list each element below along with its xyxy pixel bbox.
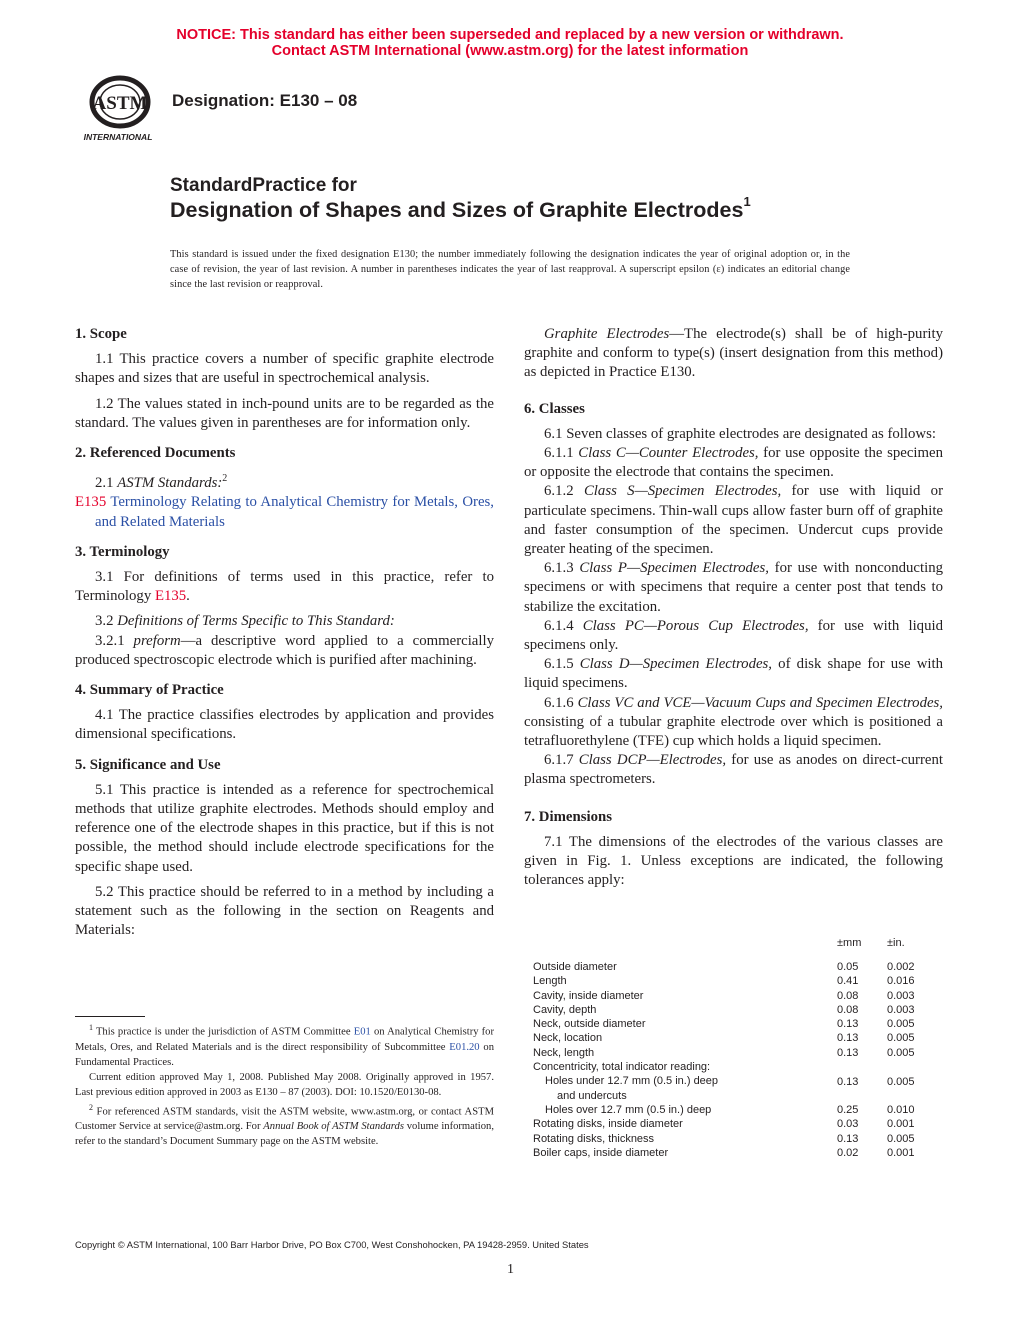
table-header-row	[530, 936, 942, 960]
section-heading-summary: 4. Summary of Practice	[75, 681, 224, 698]
value-in: 0.005	[887, 1132, 915, 1145]
para-text: for use with liquid or particulate specimens. Thin-wall cups allow faster burn off of graphite and faster consumption of the specimen. Undercut cups provide greater heating of the specimen.	[524, 483, 943, 558]
value-mm: 0.41	[837, 975, 859, 988]
class-name: Class PC—Porous Cup Electrodes,	[582, 617, 809, 634]
footnote-mark: 2	[89, 1102, 93, 1112]
value-mm: 0.13	[837, 1132, 859, 1145]
row-label: Rotating disks, inside diameter	[533, 1118, 683, 1131]
value-mm: 0.08	[837, 1003, 859, 1016]
table-row	[530, 1103, 942, 1117]
table-row	[530, 1132, 942, 1146]
paragraph-3-1	[75, 568, 494, 606]
footnote-1-edition: Current edition approved May 1, 2008. Published May 2008. Originally approved in 1957. Last previous edition approved in 2003 as E130 – 87 (2003). DOI: 10.1520/E0130-08.	[75, 1071, 494, 1098]
graphite-electrodes-statement	[524, 325, 943, 383]
value-in: 0.005	[887, 1032, 915, 1045]
footnote-text: volume information, refer to the standard’s Document Summary page on the ASTM website.	[75, 1121, 494, 1148]
paragraph-1-1: 1.1 This practice covers a number of specific graphite electrode shapes and sizes that are useful in spectrochemical analysis.	[75, 351, 494, 387]
value-mm: 0.13	[837, 1075, 859, 1088]
para-num: 6.1.2	[544, 483, 584, 500]
section-heading-terminology: 3. Terminology	[75, 543, 170, 560]
table-row	[530, 989, 942, 1003]
row-label: Cavity, inside diameter	[533, 989, 644, 1002]
footnotes	[75, 1020, 494, 1149]
row-label: Neck, location	[533, 1032, 603, 1045]
para-num: 3.2	[95, 613, 118, 630]
footnote-text: on Fundamental Practices.	[75, 1041, 494, 1068]
notice-line-1: NOTICE: This standard has either been superseded and replaced by a new version or withdrawn.	[176, 27, 844, 43]
section-heading-referenced-documents: 2. Referenced Documents	[75, 445, 236, 462]
table-row	[530, 1060, 942, 1074]
paragraph-3-2-1	[75, 632, 494, 670]
para-num: 3.2.1	[95, 632, 134, 649]
para-text: for use with nonconducting specimens or with specimens that require a center post that tends to stabilize the excitation.	[524, 560, 943, 615]
tolerance-table	[530, 936, 942, 1160]
section-heading-classes: 6. Classes	[524, 400, 585, 417]
para-text: .	[186, 588, 190, 605]
value-mm: 0.08	[837, 989, 859, 1002]
para-num: 6.1.7	[544, 752, 579, 769]
class-name: Class S—Specimen Electrodes,	[583, 483, 782, 500]
footnote-italic: Annual Book of ASTM Standards	[263, 1121, 404, 1133]
column-header-mm: ±mm	[837, 937, 862, 949]
logo-text: ASTM	[92, 93, 148, 114]
row-label: Length	[533, 975, 567, 988]
para-text: for use opposite the specimen or opposite the electrode that contains the specimen.	[524, 445, 943, 481]
row-label: Boiler caps, inside diameter	[533, 1146, 669, 1159]
logo-subtext: INTERNATIONAL	[83, 132, 153, 142]
class-item	[524, 655, 943, 693]
value-in: 0.005	[887, 1046, 915, 1059]
row-label: Holes over 12.7 mm (0.5 in.) deep	[545, 1103, 712, 1116]
para-num: 6.1.6	[544, 694, 578, 711]
value-mm: 0.25	[837, 1103, 859, 1116]
row-label: Rotating disks, thickness	[533, 1132, 655, 1145]
paragraph-4-1: 4.1 The practice classifies electrodes by application and provides dimensional specifications.	[75, 707, 494, 743]
title-text: Designation of Shapes and Sizes of Graphite Electrodes	[170, 198, 744, 222]
para-text: consisting of a tubular graphite electrode over which is positioned a tetrafluorethylene (TFE) cup which holds a liquid specimen.	[524, 713, 943, 750]
term-preform: preform	[133, 632, 181, 649]
value-mm: 0.13	[837, 1018, 859, 1031]
class-name: Class VC and VCE—Vacuum Cups and Specimen Electrodes,	[577, 694, 943, 711]
value-mm: 0.03	[837, 1118, 859, 1131]
title-footnote-mark: 1	[743, 194, 751, 209]
paragraph-2-1	[75, 469, 494, 493]
value-in: 0.003	[887, 1003, 915, 1016]
class-name: Class DCP—Electrodes,	[578, 752, 727, 769]
astm-logo-graphic	[72, 72, 164, 142]
value-mm: 0.02	[837, 1146, 859, 1159]
footnote-mark: 1	[89, 1023, 93, 1032]
withdrawal-notice	[0, 27, 1020, 59]
para-text: for use with liquid specimens only.	[524, 617, 943, 654]
table-row	[530, 1031, 942, 1045]
footnote-text: This practice is under the jurisdiction of ASTM Committee	[93, 1026, 354, 1038]
footnote-text: For referenced ASTM standards, visit the ASTM website, www.astm.org, or contact ASTM Customer Service at service@astm.org. For	[75, 1106, 494, 1133]
terminology-link[interactable]: E135	[154, 588, 187, 605]
section-heading-scope: 1. Scope	[75, 326, 127, 342]
footnote-rule	[75, 1016, 145, 1017]
notice-line-2: Contact ASTM International (www.astm.org) for the latest information	[271, 43, 749, 59]
footnote-text: on Analytical Chemistry for Metals, Ores, and Related Materials and is the direct responsibility of Subcommittee	[75, 1026, 495, 1053]
value-in: 0.002	[887, 961, 915, 973]
reference-title-link[interactable]: Terminology Relating to Analytical Chemistry for Metals, Ores, and Related Materials	[95, 494, 494, 530]
column-header-in: ±in.	[887, 937, 905, 949]
paragraph-1-2: 1.2 The values stated in inch-pound units are to be regarded as the standard. The values given in parentheses are for information only.	[75, 395, 494, 431]
footnote-2	[75, 1100, 494, 1150]
class-item	[524, 559, 943, 617]
value-mm: 0.13	[837, 1046, 859, 1059]
value-in: 0.005	[887, 1075, 915, 1088]
copyright: Copyright © ASTM International, 100 Barr Harbor Drive, PO Box C700, West Conshohocken, PA 19428-2959. United States	[75, 1239, 589, 1250]
right-column	[524, 325, 943, 890]
para-text: 3.1 For definitions of terms used in this practice, refer to Terminology	[75, 568, 494, 605]
class-name: Class D—Specimen Electrodes,	[579, 656, 772, 673]
para-italic: Graphite Electrodes	[544, 326, 670, 342]
paragraph-5-2: 5.2 This practice should be referred to in a method by including a statement such as the following in the section on Reagents and Materials:	[75, 883, 494, 939]
class-name: Class C—Counter Electrodes,	[578, 445, 759, 462]
row-label: Neck, length	[533, 1046, 595, 1059]
value-in: 0.005	[887, 1018, 915, 1031]
section-heading-dimensions: 7. Dimensions	[524, 808, 612, 825]
para-text: —The electrode(s) shall be of high-purity graphite and conform to type(s) (insert designation from this method) as depicted in Practice E130.	[524, 326, 944, 381]
astm-standards-label: ASTM Standards:	[117, 475, 223, 492]
committee-link[interactable]: E01	[353, 1026, 371, 1038]
footnote-mark-2: 2	[222, 473, 228, 485]
class-name: Class P—Specimen Electrodes,	[579, 560, 769, 577]
table-row	[530, 1046, 942, 1060]
value-mm: 0.05	[837, 961, 859, 973]
subcommittee-link[interactable]: E01.20	[449, 1041, 480, 1053]
title-line-1: StandardPractice for	[170, 175, 357, 196]
class-item	[524, 617, 943, 655]
class-item	[524, 444, 943, 482]
issuance-note: This standard is issued under the fixed designation E130; the number immediately following the designation indicates the year of original adoption or, in the case of revision, the year of last revision. A number in parentheses indicates the year of last reapproval. A superscript epsilon (ε) indicates an editorial change since the last revision or reapproval.	[170, 249, 850, 290]
para-num: 6.1.5	[544, 656, 580, 673]
title-line-2	[170, 194, 751, 223]
class-item	[524, 694, 943, 752]
class-item	[524, 751, 943, 789]
value-in: 0.016	[887, 975, 915, 988]
para-num: 2.1	[95, 475, 118, 492]
row-label: Concentricity, total indicator reading:	[533, 1061, 711, 1074]
para-num: 6.1.4	[544, 617, 583, 634]
section-heading-significance: 5. Significance and Use	[75, 756, 221, 773]
row-label: Holes under 12.7 mm (0.5 in.) deep	[545, 1075, 719, 1088]
page-number: 1	[507, 1262, 514, 1277]
paragraph-7-1: 7.1 The dimensions of the electrodes of the various classes are given in Fig. 1. Unless exceptions are indicated, the following tolerances apply:	[524, 833, 943, 889]
value-in: 0.001	[887, 1146, 915, 1159]
table-row	[530, 960, 942, 974]
row-label: and undercuts	[557, 1089, 627, 1102]
table-row	[530, 974, 942, 988]
para-text: for use as anodes on direct-current plasma spectrometers.	[524, 752, 943, 788]
reference-e135	[75, 493, 494, 531]
footnote-1	[75, 1020, 494, 1070]
para-num: 6.1.3	[544, 560, 580, 577]
designation: Designation: E130 – 08	[172, 91, 358, 110]
para-italic: Definitions of Terms Specific to This Standard:	[117, 613, 395, 630]
para-num: 6.1.1	[544, 445, 579, 462]
value-in: 0.001	[887, 1118, 915, 1131]
value-in: 0.003	[887, 989, 915, 1002]
table-row	[530, 1017, 942, 1031]
paragraph-3-2	[75, 612, 494, 631]
para-text: of disk shape for use with liquid specimens.	[524, 656, 944, 692]
row-label: Neck, outside diameter	[533, 1018, 646, 1031]
table-row	[530, 1089, 942, 1103]
row-label: Outside diameter	[533, 961, 617, 973]
paragraph-6-1: 6.1 Seven classes of graphite electrodes are designated as follows:	[544, 425, 936, 442]
paragraph-5-1: 5.1 This practice is intended as a reference for spectrochemical methods that utilize graphite electrodes. Methods should employ and reference one of the electrode shapes in this practice, but if this is not possible, the method should include electrode specifications for the specific shape used.	[75, 781, 494, 875]
para-text: —a descriptive word applied to a commercially produced spectroscopic electrode which is purified after machining.	[75, 632, 494, 668]
reference-code-link[interactable]: E135	[75, 494, 107, 511]
table-row	[530, 1146, 942, 1160]
value-in: 0.010	[887, 1103, 915, 1116]
table-row	[530, 1117, 942, 1131]
astm-logo	[72, 72, 164, 142]
table-row	[530, 1003, 942, 1017]
row-label: Cavity, depth	[533, 1003, 597, 1016]
left-column	[75, 325, 494, 940]
value-mm: 0.13	[837, 1032, 859, 1045]
class-item	[524, 482, 943, 559]
